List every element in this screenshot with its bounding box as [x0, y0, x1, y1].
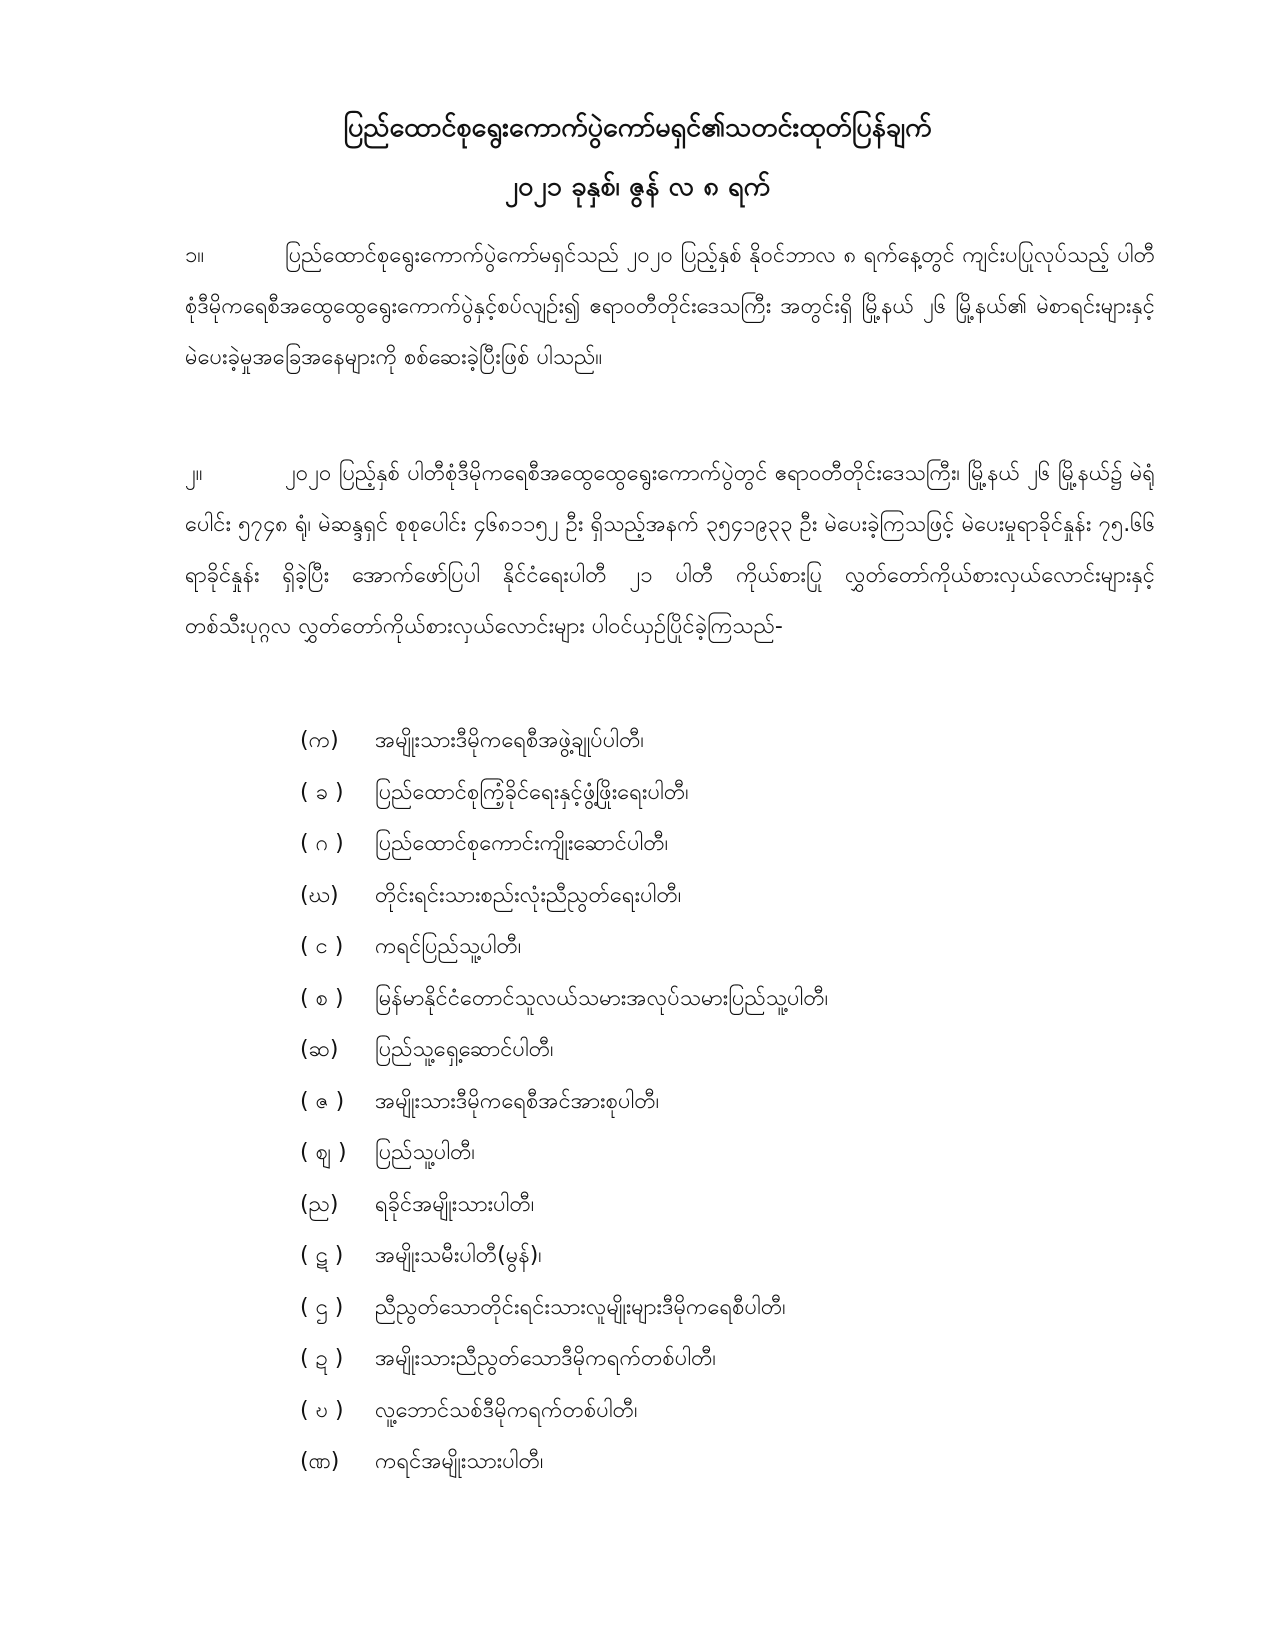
paragraph-2: [185, 448, 1155, 652]
list-item-marker: ( ဇ ): [300, 1088, 345, 1114]
list-item-name: ပြည်သူ့ပါတီ၊: [375, 1140, 476, 1165]
list-item-marker: (ဃ): [300, 882, 339, 908]
list-item-name: ပြည်ထောင်စုကောင်းကျိုးဆောင်ပါတီ၊: [375, 831, 669, 856]
list-item: [300, 1127, 828, 1179]
list-item-name: ပြည်သူ့ရှေ့ဆောင်ပါတီ၊: [375, 1037, 554, 1062]
list-item-marker: ( င ): [300, 934, 344, 959]
list-item: [300, 1385, 828, 1437]
list-item-marker: ( ဎ ): [300, 1397, 344, 1423]
list-item-name: ကရင်အမျိုးသားပါတီ၊: [375, 1449, 544, 1474]
list-item: [300, 921, 828, 973]
list-item-marker: ( ခ ): [300, 779, 344, 805]
list-item-marker: ( စ ): [300, 985, 344, 1011]
list-item: [300, 818, 828, 870]
list-item-name: ရခိုင်အမျိုးသားပါတီ၊: [375, 1191, 535, 1217]
list-item-marker: (ည): [300, 1191, 339, 1217]
list-item-name: အမျိုးသားဒီမိုကရေစီအင်အားစုပါတီ၊: [375, 1088, 660, 1114]
list-item-name: အမျိုးသမီးပါတီ(မွန်)၊: [375, 1243, 542, 1268]
list-item: [300, 1179, 828, 1231]
list-item-marker: ( ဋ ): [300, 1243, 344, 1268]
list-item: [300, 1436, 828, 1488]
paragraph-1-number: ၁။: [185, 243, 205, 268]
list-item-marker: (က): [300, 728, 339, 753]
list-item-name: ပြည်ထောင်စုကြံ့ခိုင်ရေးနှင့်ဖွံ့ဖြိုးရေးပါတီ၊: [375, 779, 689, 805]
list-item: [300, 1282, 828, 1334]
list-item-name: အမျိုးသားဒီမိုကရေစီအဖွဲ့ချုပ်ပါတီ၊: [375, 728, 644, 753]
list-item: [300, 1024, 828, 1076]
paragraph-2-text: ၂၀၂၀ ပြည့်နှစ် ပါတီစုံဒီမိုကရေစီအထွေထွေရွေးကောက်ပွဲတွင် ဧရာဝတီတိုင်းဒေသကြီး၊ မြို့နယ် ၂၆ မြို့နယ်၌ မဲရုံပေါင်း ၅၇၄၈ ရုံ၊ မဲဆန္ဒရှင် စုစုပေါင်း ၄၆၈၁၁၅၂ ဦး ရှိသည့်အနက် ၃၅၄၁၉၃၃ ဦး မဲပေးခဲ့ကြသဖြင့် မဲပေးမှုရာခိုင်နှုန်း ၇၅.၆၆ ရာခိုင်နှုန်း ရှိခဲ့ပြီး အောက်ဖော်ပြပါ နိုင်ငံရေးပါတီ ၂၁ ပါတီ ကိုယ်စားပြု လွှတ်တော်ကိုယ်စားလှယ်လောင်းများနှင့် တစ်သီးပုဂ္ဂလ လွှတ်တော်ကိုယ်စားလှယ်လောင်းများ ပါဝင်ယှဉ်ပြိုင်ခဲ့ကြသည်-: [185, 461, 1155, 639]
list-item-marker: ( ဌ ): [300, 1294, 344, 1320]
list-item: [300, 870, 828, 922]
list-item: [300, 1076, 828, 1128]
list-item-marker: (ဏ): [300, 1449, 340, 1474]
list-item-name: မြန်မာနိုင်ငံတောင်သူလယ်သမားအလုပ်သမားပြည်သူ့ပါတီ၊: [375, 985, 829, 1011]
list-item-marker: ( ဈ ): [300, 1140, 347, 1165]
list-item: [300, 1230, 828, 1282]
paragraph-2-number: ၂။: [185, 461, 203, 486]
list-item-name: တိုင်းရင်းသားစည်းလုံးညီညွတ်ရေးပါတီ၊: [375, 882, 682, 908]
list-item: [300, 973, 828, 1025]
list-item-name: အမျိုးသားညီညွတ်သောဒီမိုကရက်တစ်ပါတီ၊: [375, 1346, 717, 1371]
list-item-name: လူ့ဘောင်သစ်ဒီမိုကရက်တစ်ပါတီ၊: [375, 1397, 638, 1423]
list-item-marker: ( ဍ ): [300, 1346, 344, 1371]
list-item: [300, 1333, 828, 1385]
paragraph-1-text: ပြည်ထောင်စုရွေးကောက်ပွဲကော်မရှင်သည် ၂၀၂၀ ပြည့်နှစ် နိုဝင်ဘာလ ၈ ရက်နေ့တွင် ကျင်းပပြုလုပ်သည့် ပါတီစုံဒီမိုကရေစီအထွေထွေရွေးကောက်ပွဲနှင့်စပ်လျဉ်း၍ ဧရာဝတီတိုင်းဒေသကြီး အတွင်းရှိ မြို့နယ် ၂၆ မြို့နယ်၏ မဲစာရင်းများနှင့် မဲပေးခဲ့မှုအခြေအနေများကို စစ်ဆေးခဲ့ပြီးဖြစ် ပါသည်။: [185, 243, 1155, 370]
list-item-name: ကရင်ပြည်သူ့ပါတီ၊: [375, 934, 522, 959]
list-item-marker: ( ဂ ): [300, 831, 344, 856]
paragraph-1: [185, 230, 1155, 383]
list-item: [300, 767, 828, 819]
document-date: ၂၀၂၁ ခုနှစ်၊ ဇွန် လ ၈ ရက်: [504, 171, 771, 202]
party-list: [300, 715, 828, 1488]
list-item-name: ညီညွတ်သောတိုင်းရင်းသားလူမျိုးများဒီမိုကရေစီပါတီ၊: [375, 1294, 786, 1320]
document-title: ပြည်ထောင်စုရွေးကောက်ပွဲကော်မရှင်၏သတင်းထုတ်ပြန်ချက်: [343, 112, 932, 143]
list-item-marker: (ဆ): [300, 1037, 339, 1062]
list-item: [300, 715, 828, 767]
